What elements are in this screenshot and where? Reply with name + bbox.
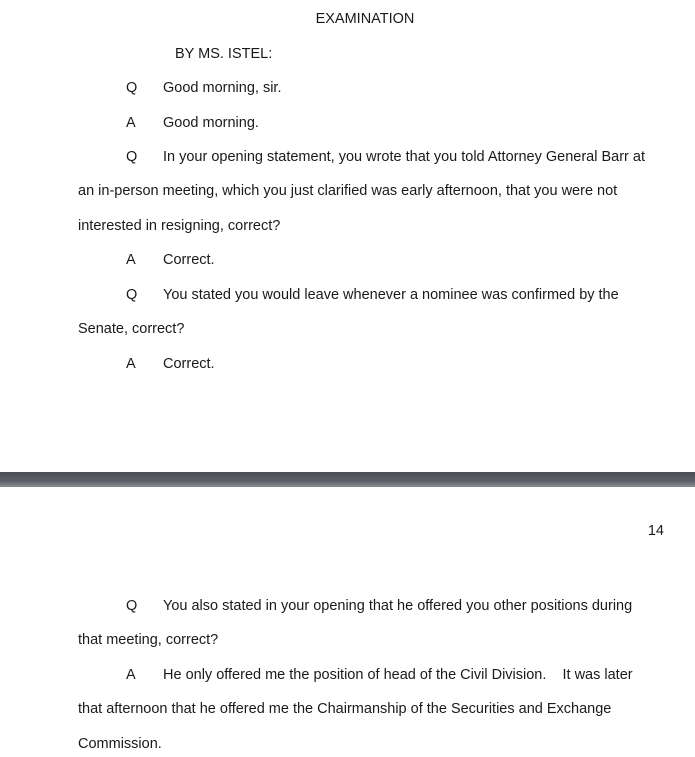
testimony-continuation-line: that meeting, correct? <box>78 632 219 648</box>
testimony-line: In your opening statement, you wrote that you told Attorney General Barr at <box>163 149 645 165</box>
page-number: 14 <box>647 523 664 539</box>
speaker-label: A <box>126 115 136 131</box>
page-break-divider <box>0 472 695 487</box>
testimony-line: Good morning, sir. <box>163 80 282 96</box>
testimony-line: He only offered me the position of head of the Civil Division. It was later <box>163 667 633 683</box>
examiner-byline: BY MS. ISTEL: <box>175 46 273 62</box>
testimony-continuation-line: Commission. <box>78 736 162 752</box>
testimony-continuation-line: Senate, correct? <box>78 321 185 337</box>
examination-heading: EXAMINATION <box>315 11 415 27</box>
speaker-label: A <box>126 252 136 268</box>
speaker-label: A <box>126 667 136 683</box>
testimony-line: Correct. <box>163 252 215 268</box>
testimony-continuation-line: interested in resigning, correct? <box>78 218 281 234</box>
speaker-label: Q <box>126 287 138 303</box>
testimony-line: You stated you would leave whenever a nominee was confirmed by the <box>163 287 619 303</box>
speaker-label: Q <box>126 598 138 614</box>
testimony-line: Good morning. <box>163 115 259 131</box>
testimony-line: You also stated in your opening that he offered you other positions during <box>163 598 633 614</box>
speaker-label: Q <box>126 80 138 96</box>
testimony-continuation-line: that afternoon that he offered me the Chairmanship of the Securities and Exchange <box>78 701 612 717</box>
speaker-label: Q <box>126 149 138 165</box>
speaker-label: A <box>126 356 136 372</box>
testimony-line: Correct. <box>163 356 215 372</box>
transcript-page-14 <box>0 487 695 757</box>
testimony-continuation-line: an in-person meeting, which you just clarified was early afternoon, that you were not <box>78 183 618 199</box>
